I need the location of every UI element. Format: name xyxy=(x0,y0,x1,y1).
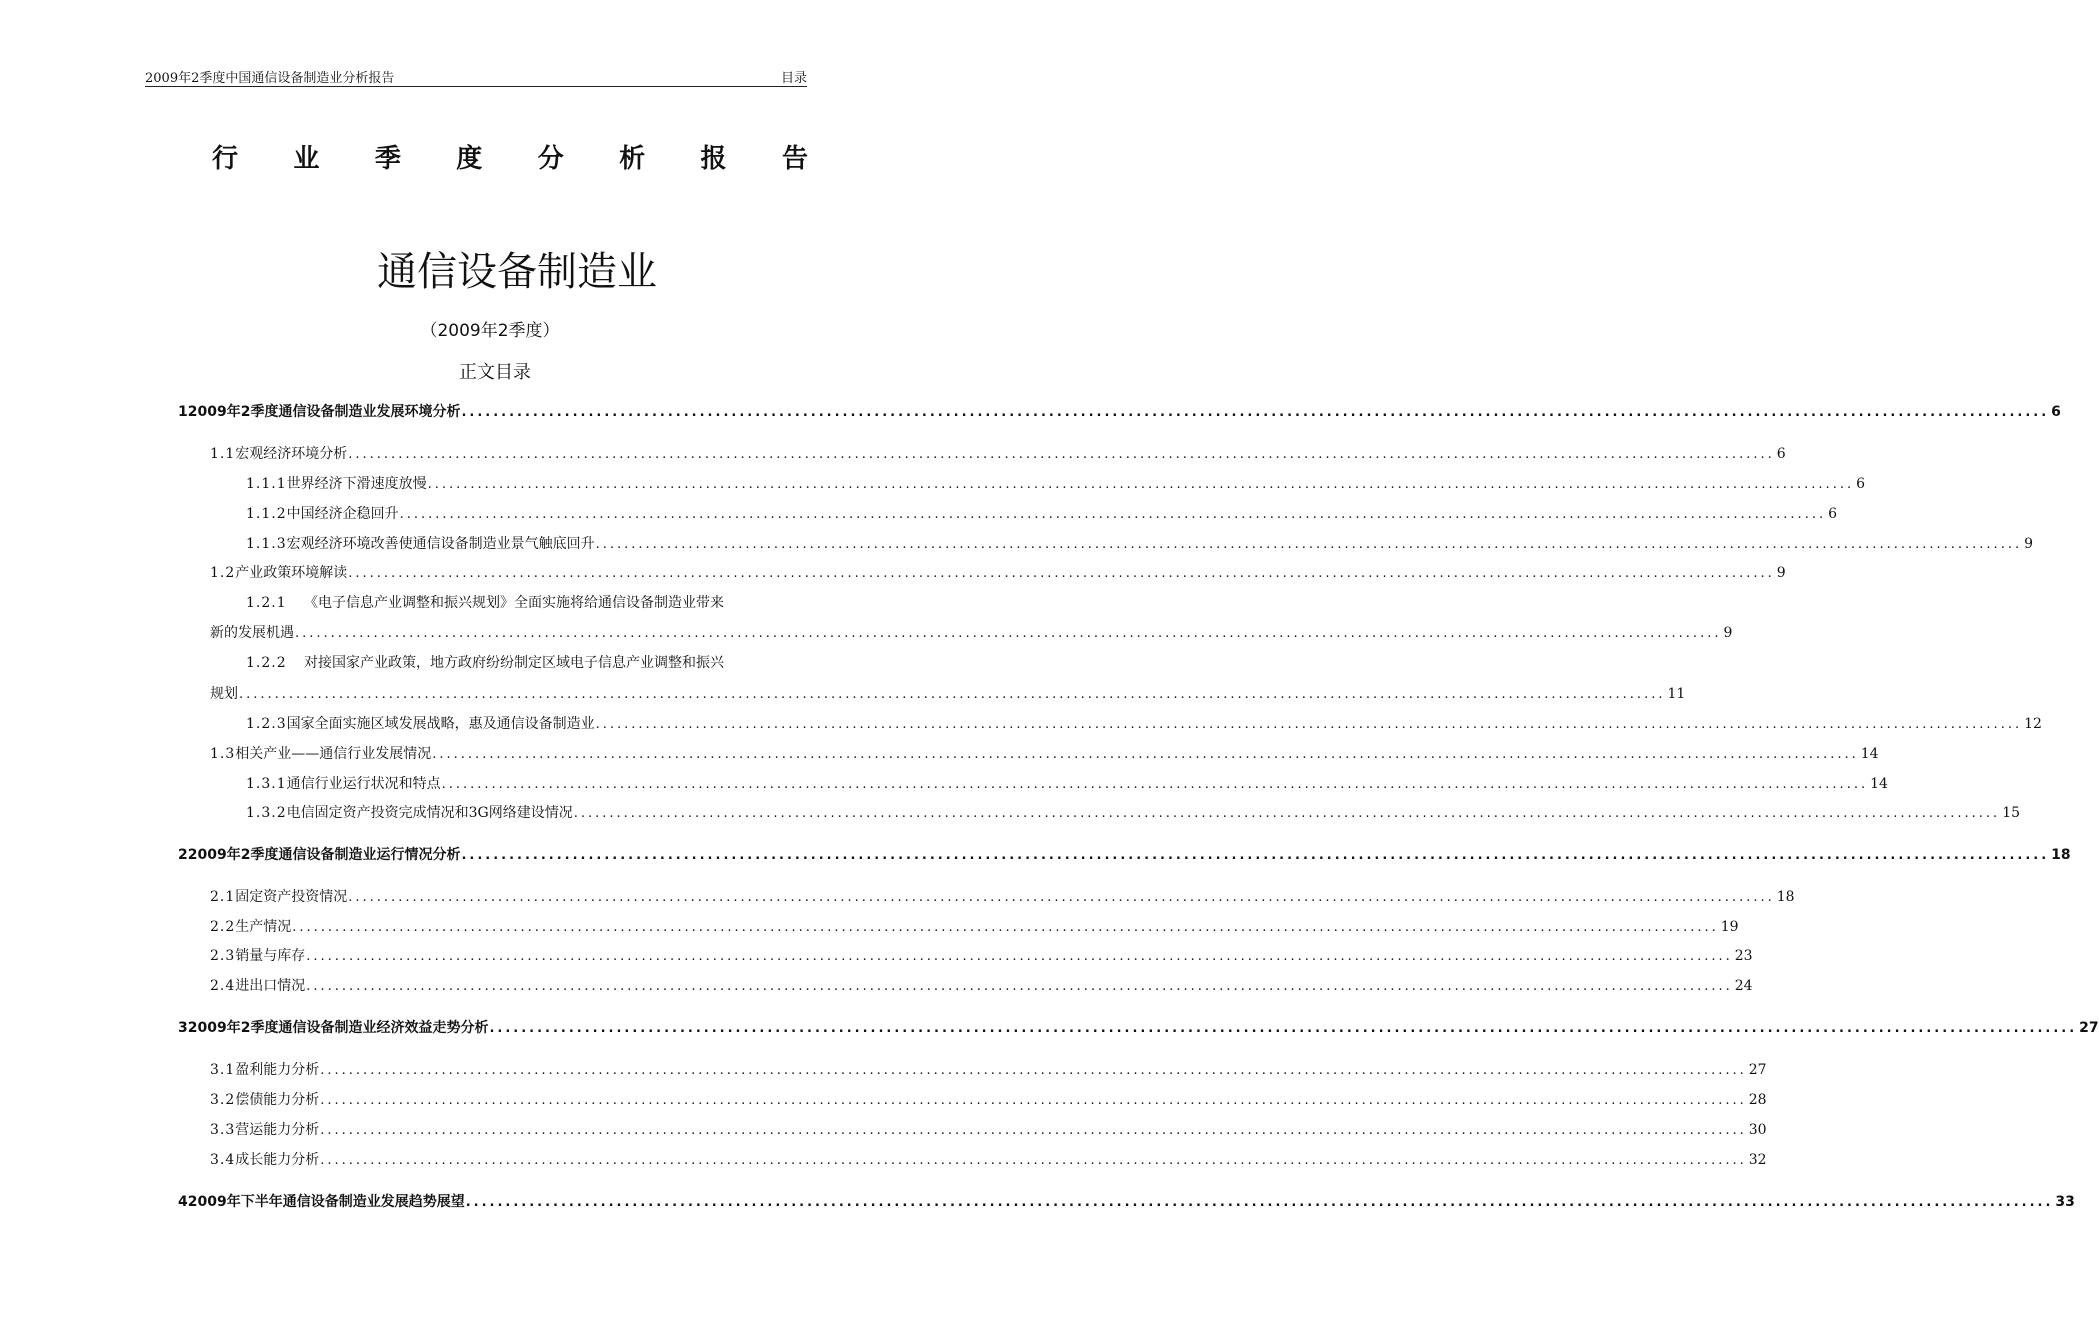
toc-label: 成长能力分析 xyxy=(235,1152,320,1168)
toc-entry-1[interactable] xyxy=(178,402,2061,423)
toc-entry-1-1-2[interactable] xyxy=(246,504,1838,525)
toc-page: 9 xyxy=(1723,625,1733,641)
toc-leader-dots: ........................................................................................................................................................................................................ xyxy=(432,747,1859,762)
toc-number: 2.4 xyxy=(210,978,236,994)
toc-page: 9 xyxy=(2024,536,2034,552)
report-type-char: 分 xyxy=(537,144,564,174)
toc-label: 2009年2季度通信设备制造业发展环境分析 xyxy=(187,404,461,420)
toc-number: 1.3.1 xyxy=(246,776,287,792)
toc-page: 24 xyxy=(1734,978,1753,994)
toc-number: 1.2.1 xyxy=(246,595,287,611)
toc-leader-dots: ........................................................................................................................................................................................................ xyxy=(295,626,1722,641)
toc-entry-3[interactable] xyxy=(178,1018,2099,1039)
toc-leader-dots: ........................................................................................................................................................................................................ xyxy=(399,507,1827,522)
report-type-char: 析 xyxy=(619,144,646,174)
report-type-char: 业 xyxy=(293,144,320,174)
toc-leader-dots: ........................................................................................................................................................................................................ xyxy=(320,1123,1747,1138)
toc-label: 相关产业——通信行业发展情况 xyxy=(235,746,432,762)
toc-entry-1-3-1[interactable] xyxy=(246,774,1888,795)
toc-label: 规划 xyxy=(210,686,238,702)
page-header xyxy=(145,66,807,87)
toc-number: 2.2 xyxy=(210,919,236,935)
toc-title: 正文目录 xyxy=(459,362,531,383)
main-title: 通信设备制造业 xyxy=(377,249,657,295)
toc-entry-4[interactable] xyxy=(178,1192,2075,1213)
toc-page: 18 xyxy=(1776,889,1795,905)
toc-number: 3 xyxy=(178,1020,188,1036)
toc-leader-dots: ........................................................................................................................................................................................................ xyxy=(573,806,2001,821)
toc-label: 2009年下半年通信设备制造业发展趋势展望 xyxy=(187,1194,465,1210)
toc-page: 23 xyxy=(1734,948,1753,964)
toc-entry-3-4[interactable] xyxy=(210,1150,1767,1171)
toc-label: 新的发展机遇 xyxy=(210,625,294,641)
toc-entry-1-1-3[interactable] xyxy=(246,534,2034,555)
toc-label: 盈利能力分析 xyxy=(235,1062,320,1078)
report-type-char: 度 xyxy=(456,144,483,174)
toc-leader-dots: ........................................................................................................................................................................................................ xyxy=(292,920,1719,935)
toc-leader-dots: ........................................................................................................................................................................................................ xyxy=(348,566,1775,581)
toc-leader-dots: ........................................................................................................................................................................................................ xyxy=(465,1195,2054,1210)
toc-label: 2009年2季度通信设备制造业运行情况分析 xyxy=(187,847,461,863)
toc-page: 6 xyxy=(1828,506,1838,522)
toc-page: 18 xyxy=(2051,847,2071,863)
header-section-name: 目录 xyxy=(780,71,807,86)
toc-entry-1-1-1[interactable] xyxy=(246,474,1866,495)
toc-entry-1-3-2[interactable] xyxy=(246,803,2021,824)
toc-entry-1-3[interactable] xyxy=(210,744,1879,765)
toc-number: 1.2.3 xyxy=(246,716,287,732)
toc-leader-dots: ........................................................................................................................................................................................................ xyxy=(348,447,1775,462)
toc-page: 30 xyxy=(1748,1122,1767,1138)
toc-number: 1.2.2 xyxy=(246,655,287,671)
toc-entry-2-3[interactable] xyxy=(210,946,1753,967)
toc-leader-dots: ........................................................................................................................................................................................................ xyxy=(348,890,1775,905)
header-report-title: 2009年2季度中国通信设备制造业分析报告 xyxy=(145,71,395,86)
toc-page: 28 xyxy=(1748,1092,1767,1108)
toc-leader-dots: ........................................................................................................................................................................................................ xyxy=(461,848,2050,863)
toc-page: 15 xyxy=(2002,805,2021,821)
toc-label: 国家全面实施区域发展战略，惠及通信设备制造业 xyxy=(286,716,595,732)
toc-label: 进出口情况 xyxy=(235,978,306,994)
toc-label: 电信固定资产投资完成情况和3G网络建设情况 xyxy=(286,805,573,821)
report-type-char: 报 xyxy=(700,144,727,174)
toc-page: 6 xyxy=(1856,476,1866,492)
toc-entry-3-1[interactable] xyxy=(210,1060,1767,1081)
toc-number: 1.1.2 xyxy=(246,506,287,522)
toc-page: 19 xyxy=(1720,919,1739,935)
toc-leader-dots: ........................................................................................................................................................................................................ xyxy=(441,777,1869,792)
toc-number: 1.1 xyxy=(210,446,236,462)
toc-label: 《电子信息产业调整和振兴规划》全面实施将给通信设备制造业带来 xyxy=(304,595,724,611)
toc-label: 宏观经济环境改善使通信设备制造业景气触底回升 xyxy=(286,536,595,552)
report-type-char: 季 xyxy=(374,144,401,174)
toc-page: 27 xyxy=(1748,1062,1767,1078)
toc-label: 偿债能力分析 xyxy=(235,1092,320,1108)
toc-label: 宏观经济环境分析 xyxy=(235,446,348,462)
toc-page: 33 xyxy=(2055,1194,2075,1210)
toc-number: 2.3 xyxy=(210,948,236,964)
toc-entry-1-2-2-line1[interactable] xyxy=(246,653,724,673)
toc-number: 1.3 xyxy=(210,746,236,762)
toc-page: 27 xyxy=(2079,1020,2099,1036)
toc-leader-dots: ........................................................................................................................................................................................................ xyxy=(320,1063,1747,1078)
toc-page: 6 xyxy=(1776,446,1786,462)
toc-entry-1-2-3[interactable] xyxy=(246,714,2042,735)
toc-entry-1-2-1-line2[interactable] xyxy=(210,623,1733,644)
toc-label: 通信行业运行状况和特点 xyxy=(286,776,441,792)
toc-number: 3.4 xyxy=(210,1152,236,1168)
toc-label: 中国经济企稳回升 xyxy=(286,506,399,522)
toc-leader-dots: ........................................................................................................................................................................................................ xyxy=(320,1153,1747,1168)
toc-leader-dots: ........................................................................................................................................................................................................ xyxy=(306,949,1733,964)
toc-entry-3-2[interactable] xyxy=(210,1090,1767,1111)
sub-title: （2009年2季度） xyxy=(420,321,560,341)
toc-number: 1.1.1 xyxy=(246,476,287,492)
toc-label: 营运能力分析 xyxy=(235,1122,320,1138)
toc-entry-1-2-2-line2[interactable] xyxy=(210,684,1686,705)
toc-leader-dots: ........................................................................................................................................................................................................ xyxy=(461,405,2050,420)
toc-number: 3.1 xyxy=(210,1062,236,1078)
toc-label: 生产情况 xyxy=(235,919,292,935)
toc-page: 6 xyxy=(2051,404,2061,420)
report-type-char: 告 xyxy=(781,144,808,174)
toc-number: 1 xyxy=(178,404,188,420)
toc-entry-3-3[interactable] xyxy=(210,1120,1767,1141)
toc-number: 1.1.3 xyxy=(246,536,287,552)
toc-leader-dots: ........................................................................................................................................................................................................ xyxy=(595,537,2023,552)
toc-leader-dots: ........................................................................................................................................................................................................ xyxy=(306,979,1733,994)
report-type-title xyxy=(212,138,808,175)
toc-number: 2 xyxy=(178,847,188,863)
toc-label: 产业政策环境解读 xyxy=(235,565,348,581)
toc-leader-dots: ........................................................................................................................................................................................................ xyxy=(239,687,1666,702)
toc-leader-dots: ........................................................................................................................................................................................................ xyxy=(427,477,1855,492)
toc-label: 销量与库存 xyxy=(235,948,306,964)
toc-label: 2009年2季度通信设备制造业经济效益走势分析 xyxy=(187,1020,489,1036)
toc-entry-1-2[interactable] xyxy=(210,563,1786,584)
toc-number: 4 xyxy=(178,1194,188,1210)
toc-entry-2[interactable] xyxy=(178,845,2071,866)
toc-entry-2-1[interactable] xyxy=(210,887,1795,908)
toc-entry-1-2-1-line1[interactable] xyxy=(246,593,724,613)
toc-number: 3.3 xyxy=(210,1122,236,1138)
toc-number: 2.1 xyxy=(210,889,236,905)
toc-label: 固定资产投资情况 xyxy=(235,889,348,905)
toc-label: 世界经济下滑速度放慢 xyxy=(286,476,427,492)
toc-leader-dots: ........................................................................................................................................................................................................ xyxy=(595,717,2023,732)
report-type-char: 行 xyxy=(212,144,239,174)
toc-number: 3.2 xyxy=(210,1092,236,1108)
toc-page: 32 xyxy=(1748,1152,1767,1168)
toc-leader-dots: ........................................................................................................................................................................................................ xyxy=(489,1021,2078,1036)
toc-label: 对接国家产业政策，地方政府纷纷制定区域电子信息产业调整和振兴 xyxy=(304,655,724,671)
toc-page: 14 xyxy=(1870,776,1888,792)
toc-page: 11 xyxy=(1667,686,1686,702)
toc-page: 9 xyxy=(1776,565,1786,581)
toc-number: 1.3.2 xyxy=(246,805,287,821)
toc-entry-2-2[interactable] xyxy=(210,917,1739,938)
toc-entry-2-4[interactable] xyxy=(210,976,1753,997)
toc-leader-dots: ........................................................................................................................................................................................................ xyxy=(320,1093,1747,1108)
toc-page: 12 xyxy=(2024,716,2042,732)
toc-page: 14 xyxy=(1860,746,1879,762)
toc-entry-1-1[interactable] xyxy=(210,444,1786,465)
toc-number: 1.2 xyxy=(210,565,236,581)
